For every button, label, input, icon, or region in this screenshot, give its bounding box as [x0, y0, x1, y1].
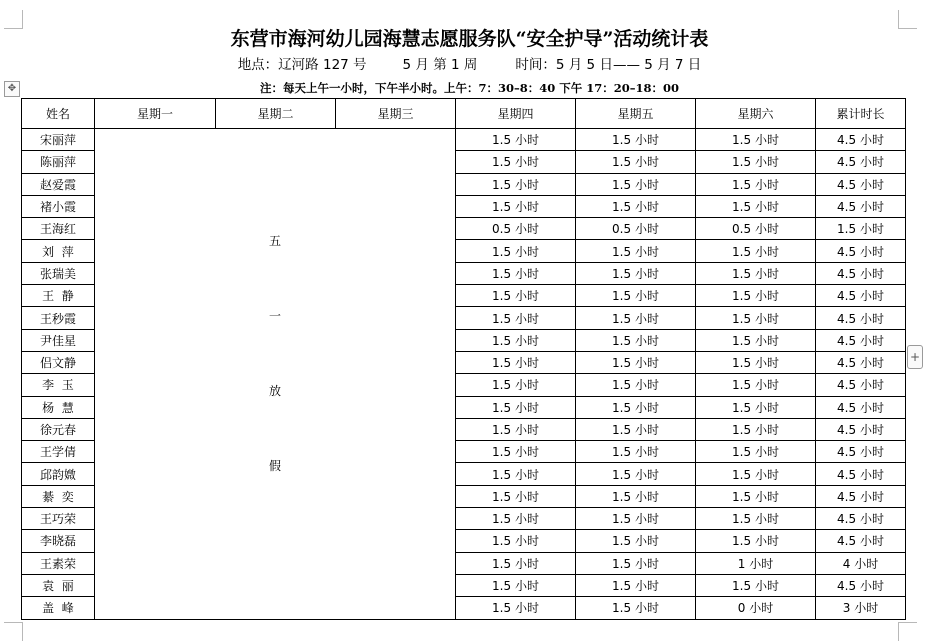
cell-thu[interactable]: 1.5 小时 [456, 329, 576, 351]
cell-sat[interactable]: 1.5 小时 [696, 574, 816, 596]
cell-sat[interactable]: 1.5 小时 [696, 129, 816, 151]
cell-total[interactable]: 4.5 小时 [816, 396, 906, 418]
cell-sat[interactable]: 1.5 小时 [696, 508, 816, 530]
cell-total[interactable]: 3 小时 [816, 597, 906, 619]
cell-fri[interactable]: 1.5 小时 [576, 485, 696, 507]
cell-fri[interactable]: 1.5 小时 [576, 151, 696, 173]
cell-sat[interactable]: 1.5 小时 [696, 195, 816, 217]
cell-sat[interactable]: 0 小时 [696, 597, 816, 619]
cell-name[interactable]: 刘 萍 [22, 240, 95, 262]
cell-fri[interactable]: 1.5 小时 [576, 418, 696, 440]
cell-name[interactable]: 张瑞美 [22, 262, 95, 284]
cell-sat[interactable]: 1.5 小时 [696, 329, 816, 351]
cell-thu[interactable]: 1.5 小时 [456, 262, 576, 284]
cell-sat[interactable]: 1.5 小时 [696, 151, 816, 173]
cell-name[interactable]: 宋丽萍 [22, 129, 95, 151]
cell-fri[interactable]: 0.5 小时 [576, 218, 696, 240]
cell-name[interactable]: 赵爱霞 [22, 173, 95, 195]
cell-total[interactable]: 4 小时 [816, 552, 906, 574]
header-saturday[interactable]: 星期六 [696, 99, 816, 129]
header-name[interactable]: 姓名 [22, 99, 95, 129]
cell-name[interactable]: 侣文静 [22, 351, 95, 373]
cell-sat[interactable]: 1.5 小时 [696, 463, 816, 485]
cell-fri[interactable]: 1.5 小时 [576, 374, 696, 396]
add-column-icon[interactable]: + [907, 345, 923, 369]
cell-total[interactable]: 4.5 小时 [816, 463, 906, 485]
cell-thu[interactable]: 1.5 小时 [456, 552, 576, 574]
cell-name[interactable]: 李晓磊 [22, 530, 95, 552]
cell-sat[interactable]: 1.5 小时 [696, 307, 816, 329]
cell-sat[interactable]: 1.5 小时 [696, 374, 816, 396]
cell-total[interactable]: 4.5 小时 [816, 129, 906, 151]
header-total[interactable]: 累计时长 [816, 99, 906, 129]
cell-total[interactable]: 4.5 小时 [816, 151, 906, 173]
cell-sat[interactable]: 1.5 小时 [696, 396, 816, 418]
cell-thu[interactable]: 1.5 小时 [456, 151, 576, 173]
cell-thu[interactable]: 1.5 小时 [456, 441, 576, 463]
holiday-char: 五 [268, 234, 281, 249]
cell-thu[interactable]: 1.5 小时 [456, 418, 576, 440]
cell-thu[interactable]: 1.5 小时 [456, 485, 576, 507]
cell-fri[interactable]: 1.5 小时 [576, 530, 696, 552]
cell-thu[interactable]: 1.5 小时 [456, 195, 576, 217]
cell-thu[interactable]: 1.5 小时 [456, 396, 576, 418]
cell-thu[interactable]: 1.5 小时 [456, 307, 576, 329]
cell-sat[interactable]: 1 小时 [696, 552, 816, 574]
cell-total[interactable]: 4.5 小时 [816, 173, 906, 195]
cell-fri[interactable]: 1.5 小时 [576, 396, 696, 418]
cell-fri[interactable]: 1.5 小时 [576, 441, 696, 463]
cell-total[interactable]: 4.5 小时 [816, 195, 906, 217]
cell-total[interactable]: 1.5 小时 [816, 218, 906, 240]
cell-total[interactable]: 4.5 小时 [816, 574, 906, 596]
cell-name[interactable]: 褚小霞 [22, 195, 95, 217]
cell-fri[interactable]: 1.5 小时 [576, 552, 696, 574]
cell-thu[interactable]: 1.5 小时 [456, 508, 576, 530]
cell-total[interactable]: 4.5 小时 [816, 329, 906, 351]
table-move-handle-icon[interactable]: ✥ [4, 81, 20, 97]
cell-name[interactable]: 邱韵媺 [22, 463, 95, 485]
cell-thu[interactable]: 1.5 小时 [456, 173, 576, 195]
holiday-char: 放 [268, 384, 281, 399]
cell-name[interactable]: 王秒霞 [22, 307, 95, 329]
table-body [22, 129, 906, 620]
cell-fri[interactable]: 1.5 小时 [576, 129, 696, 151]
cell-name[interactable]: 王素荣 [22, 552, 95, 574]
cell-total[interactable]: 4.5 小时 [816, 262, 906, 284]
header-monday[interactable]: 星期一 [95, 99, 216, 129]
cell-thu[interactable]: 1.5 小时 [456, 285, 576, 307]
cell-total[interactable]: 4.5 小时 [816, 418, 906, 440]
cell-name[interactable]: 王学倩 [22, 441, 95, 463]
cell-thu[interactable]: 0.5 小时 [456, 218, 576, 240]
cell-sat[interactable]: 1.5 小时 [696, 530, 816, 552]
cell-total[interactable]: 4.5 小时 [816, 307, 906, 329]
cell-thu[interactable]: 1.5 小时 [456, 574, 576, 596]
holiday-char: 一 [268, 309, 281, 324]
cell-thu[interactable]: 1.5 小时 [456, 374, 576, 396]
cell-sat[interactable]: 1.5 小时 [696, 485, 816, 507]
cell-name[interactable]: 王巧荣 [22, 508, 95, 530]
header-friday[interactable]: 星期五 [576, 99, 696, 129]
cell-fri[interactable]: 1.5 小时 [576, 351, 696, 373]
holiday-char: 假 [268, 459, 281, 474]
cell-sat[interactable]: 1.5 小时 [696, 262, 816, 284]
cell-name[interactable]: 袁 丽 [22, 574, 95, 596]
cell-fri[interactable]: 1.5 小时 [576, 285, 696, 307]
cell-fri[interactable]: 1.5 小时 [576, 173, 696, 195]
cell-name[interactable]: 王 静 [22, 285, 95, 307]
cell-name[interactable]: 徐元春 [22, 418, 95, 440]
cell-sat[interactable]: 1.5 小时 [696, 285, 816, 307]
cell-fri[interactable]: 1.5 小时 [576, 597, 696, 619]
header-wednesday[interactable]: 星期三 [336, 99, 456, 129]
schedule-note: 注：每天上午一小时，下午半小时。上午：7：30–8：40 下午 17：20–18：00 [259, 81, 680, 95]
cell-sat[interactable]: 0.5 小时 [696, 218, 816, 240]
cell-thu[interactable]: 1.5 小时 [456, 129, 576, 151]
cell-thu[interactable]: 1.5 小时 [456, 530, 576, 552]
header-thursday[interactable]: 星期四 [456, 99, 576, 129]
holiday-label [95, 229, 455, 478]
cell-thu[interactable]: 1.5 小时 [456, 240, 576, 262]
cell-sat[interactable]: 1.5 小时 [696, 173, 816, 195]
header-tuesday[interactable]: 星期二 [216, 99, 336, 129]
cell-total[interactable]: 4.5 小时 [816, 374, 906, 396]
cell-total[interactable]: 4.5 小时 [816, 530, 906, 552]
cell-fri[interactable]: 1.5 小时 [576, 195, 696, 217]
holiday-merged-cell[interactable] [95, 129, 456, 620]
cell-thu[interactable]: 1.5 小时 [456, 463, 576, 485]
subtitle-info [0, 55, 939, 75]
cell-fri[interactable]: 1.5 小时 [576, 508, 696, 530]
cell-sat[interactable]: 1.5 小时 [696, 240, 816, 262]
cell-fri[interactable]: 1.5 小时 [576, 463, 696, 485]
cell-name[interactable]: 李 玉 [22, 374, 95, 396]
cell-fri[interactable]: 1.5 小时 [576, 574, 696, 596]
time-range-text: 时间：5 月 5 日—— 5 月 7 日 [515, 57, 702, 73]
document-title: 东营市海河幼儿园海慧志愿服务队“安全护导”活动统计表 [230, 28, 709, 50]
header-row [22, 99, 906, 129]
cell-name[interactable]: 陈丽萍 [22, 151, 95, 173]
week-text: 5 月 第 1 周 [402, 57, 478, 73]
cell-name[interactable]: 王海红 [22, 218, 95, 240]
cell-sat[interactable]: 1.5 小时 [696, 418, 816, 440]
cell-thu[interactable]: 1.5 小时 [456, 351, 576, 373]
page-corner-bottom-right [898, 622, 917, 641]
cell-total[interactable]: 4.5 小时 [816, 485, 906, 507]
cell-name[interactable]: 尹佳星 [22, 329, 95, 351]
cell-fri[interactable]: 1.5 小时 [576, 329, 696, 351]
cell-sat[interactable]: 1.5 小时 [696, 441, 816, 463]
cell-total[interactable]: 4.5 小时 [816, 441, 906, 463]
statistics-table [21, 98, 906, 620]
cell-thu[interactable]: 1.5 小时 [456, 597, 576, 619]
cell-total[interactable]: 4.5 小时 [816, 508, 906, 530]
cell-name[interactable]: 盖 峰 [22, 597, 95, 619]
location-text: 地点：辽河路 127 号 [237, 57, 367, 73]
cell-name[interactable]: 綦 奕 [22, 485, 95, 507]
cell-fri[interactable]: 1.5 小时 [576, 240, 696, 262]
cell-total[interactable]: 4.5 小时 [816, 240, 906, 262]
cell-fri[interactable]: 1.5 小时 [576, 307, 696, 329]
cell-fri[interactable]: 1.5 小时 [576, 262, 696, 284]
page-corner-bottom-left [4, 622, 23, 641]
cell-sat[interactable]: 1.5 小时 [696, 351, 816, 373]
table-row [22, 129, 906, 151]
cell-name[interactable]: 杨 慧 [22, 396, 95, 418]
cell-total[interactable]: 4.5 小时 [816, 351, 906, 373]
cell-total[interactable]: 4.5 小时 [816, 285, 906, 307]
